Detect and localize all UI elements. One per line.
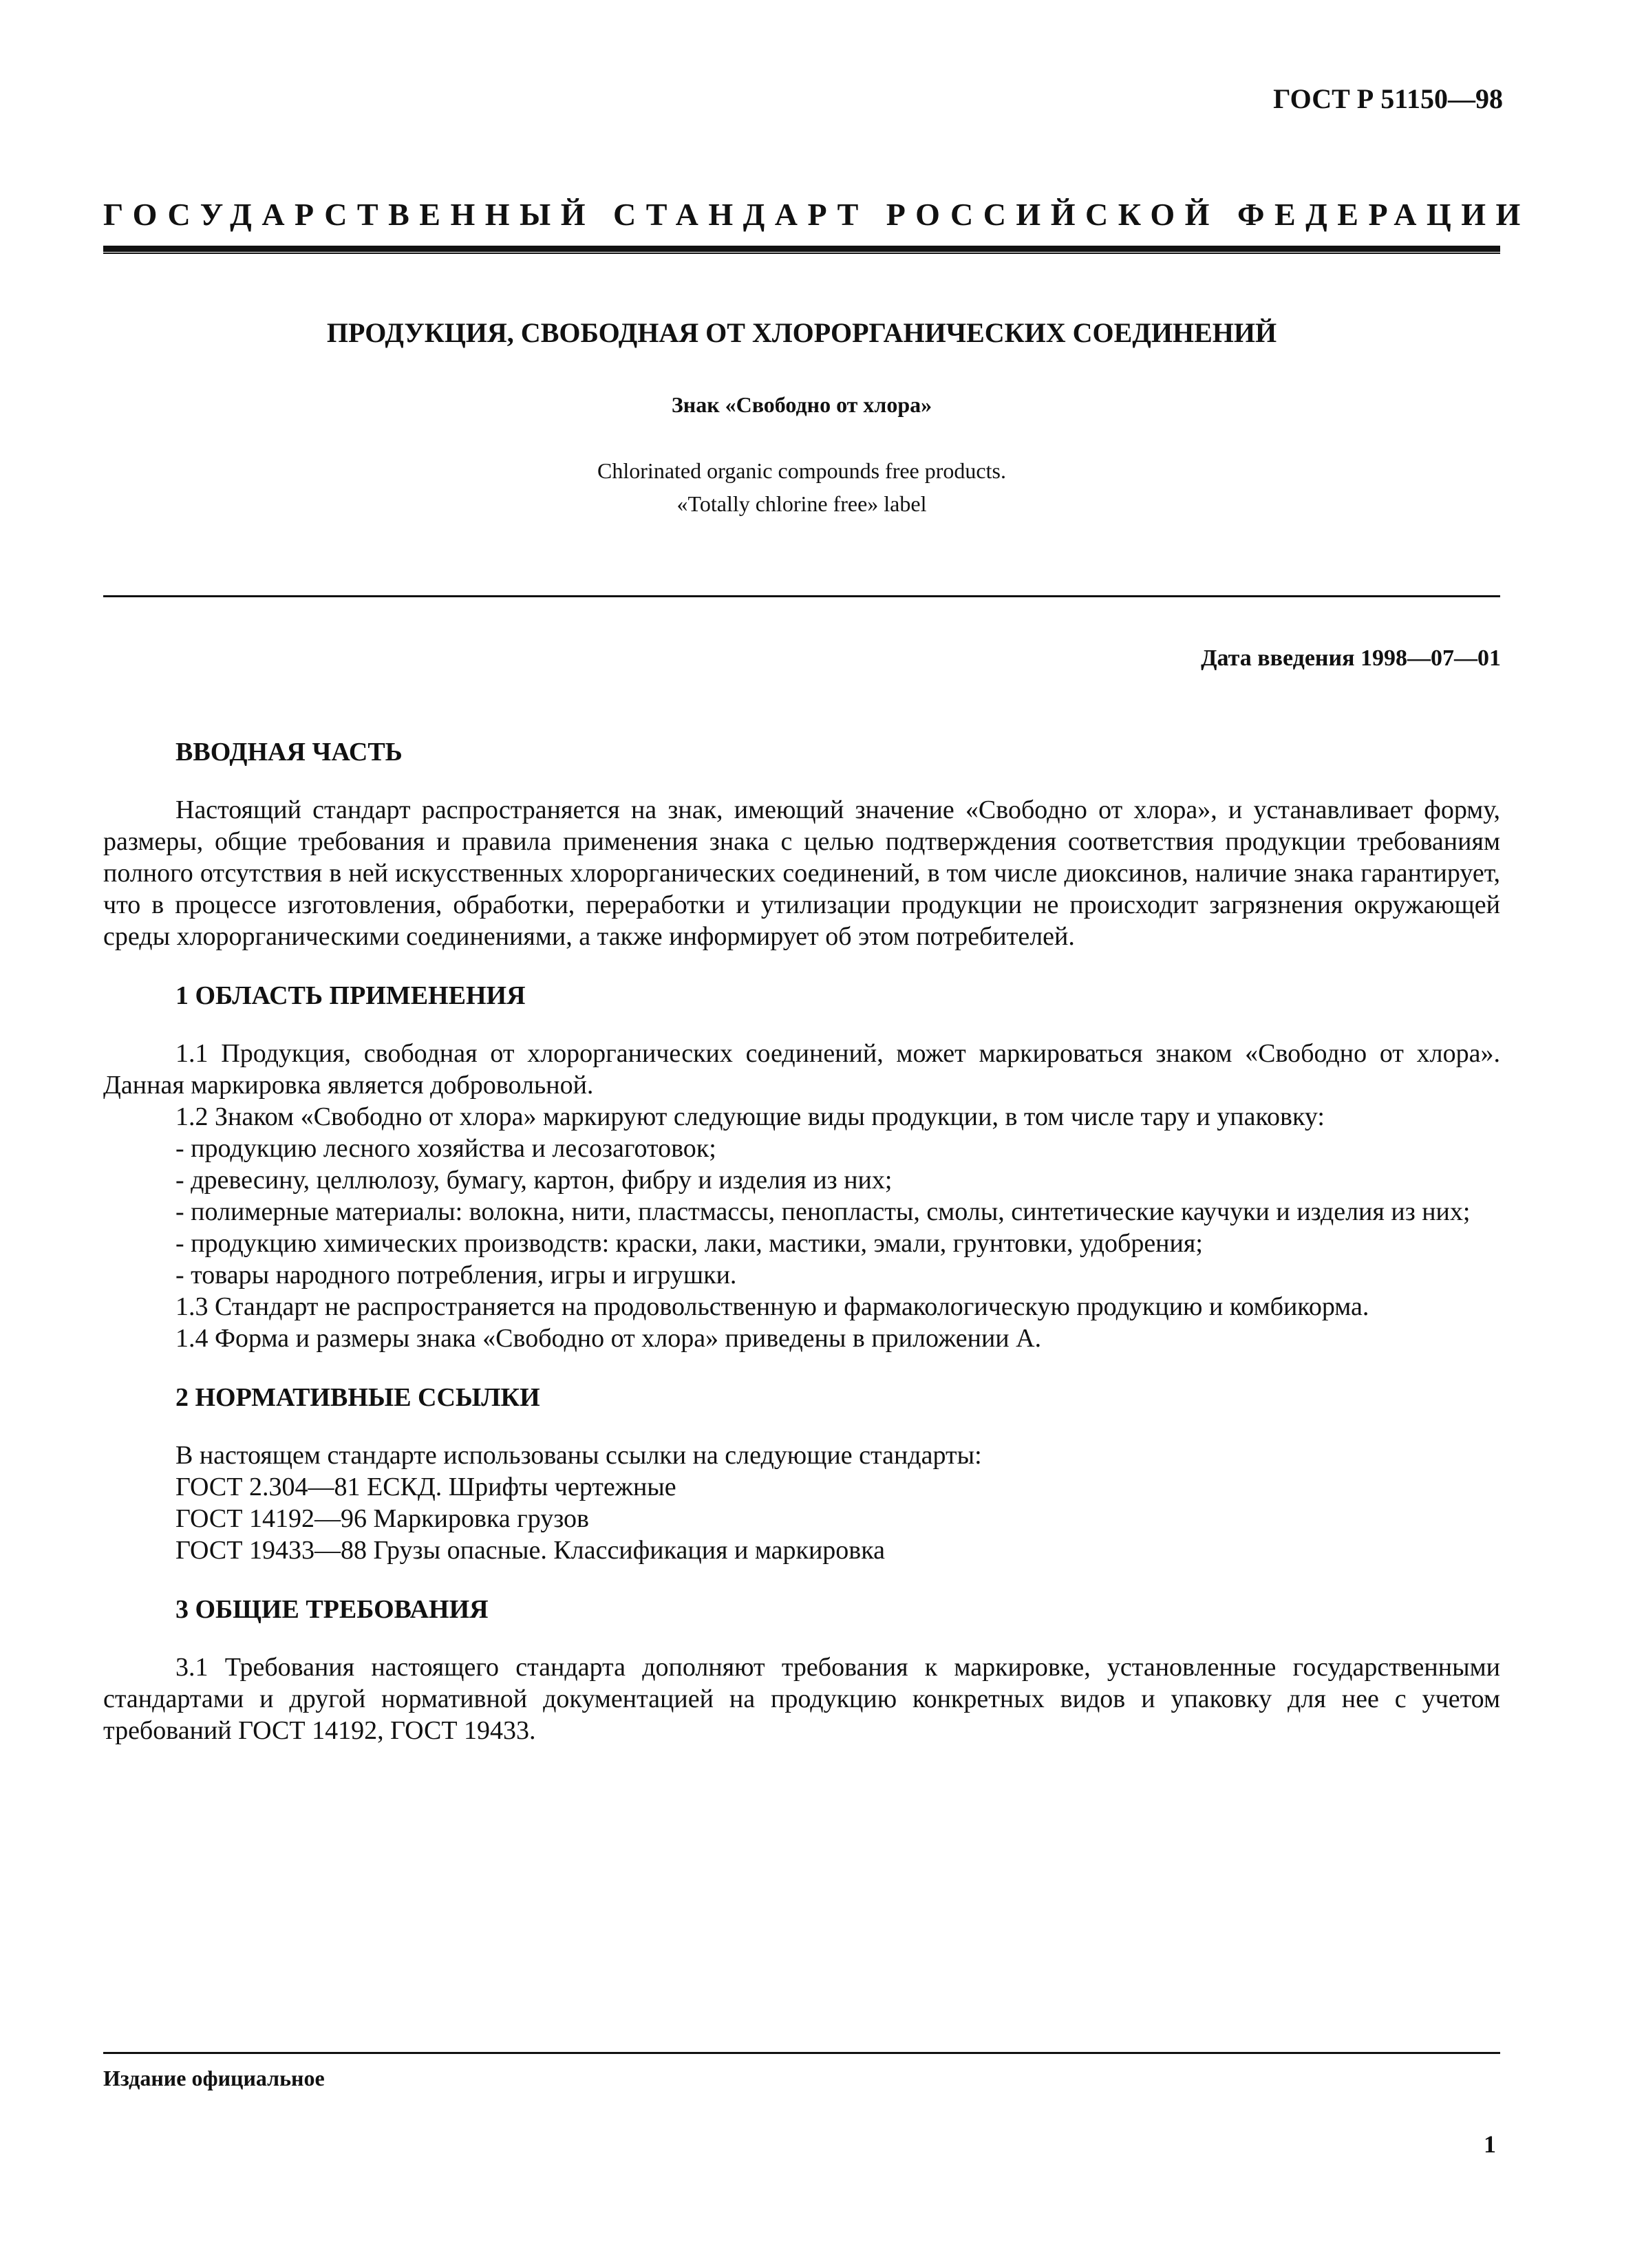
reference-item: ГОСТ 2.304—81 ЕСКД. Шрифты чертежные (175, 1473, 676, 1501)
list-item: - продукцию химических производств: краски, лаки, мастики, эмали, грунтовки, удобрения; (175, 1229, 1203, 1258)
footer-rule (103, 2052, 1500, 2054)
list-item: - полимерные материалы: волокна, нити, пластмассы, пенопласты, смолы, синтетические каучуки и изделия из них; (175, 1197, 1471, 1226)
intro-heading: ВВОДНАЯ ЧАСТЬ (175, 738, 403, 767)
header-rule-thick (103, 246, 1500, 252)
reference-item: ГОСТ 14192—96 Маркировка грузов (175, 1504, 589, 1533)
introduction-date: Дата введения 1998—07—01 (1201, 645, 1501, 671)
edition-label: Издание официальное (103, 2066, 325, 2090)
page-number: 1 (1484, 2130, 1496, 2158)
paragraph-1-4: 1.4 Форма и размеры знака «Свободно от хлора» приведены в приложении А. (175, 1324, 1042, 1353)
reference-item: ГОСТ 19433—88 Грузы опасные. Классификация и маркировка (175, 1536, 885, 1565)
state-standard-title: ГОСУДАРСТВЕННЫЙ СТАНДАРТ РОССИЙСКОЙ ФЕДЕРАЦИИ (103, 197, 1530, 232)
paragraph-3-1: 3.1 Требования настоящего стандарта дополняют требования к маркировке, установленные государственными стандартами и другой нормативной документацией на продукцию конкретных видов и упаковку для нее с учетом требований ГОСТ 14192, ГОСТ 19433. (103, 1653, 1500, 1745)
list-item: - товары народного потребления, игры и игрушки. (175, 1261, 737, 1290)
intro-paragraph: Настоящий стандарт распространяется на знак, имеющий значение «Свободно от хлора», и устанавливает форму, размеры, общие требования и правила применения знака с целью подтверждения соответствия продукции требованиям полного отсутствия в ней искусственных хлорорганических соединений, в том числе диоксинов, наличие знака гарантирует, что в процессе изготовления, обработки, переработки и утилизации продукции не происходит загрязнения окружающей среды хлорорганическими соединениями, а также информирует об этом потребителей. (103, 795, 1500, 951)
document-subtitle: Знак «Свободно от хлора» (671, 392, 932, 417)
intro-section (103, 736, 1500, 952)
document-body (103, 736, 1500, 1774)
section-2-heading: 2 НОРМАТИВНЫЕ ССЫЛКИ (175, 1383, 540, 1412)
title-divider (103, 595, 1500, 597)
document-title: ПРОДУКЦИЯ, СВОБОДНАЯ ОТ ХЛОРОРГАНИЧЕСКИХ СОЕДИНЕНИЙ (326, 317, 1277, 348)
list-item: - древесину, целлюлозу, бумагу, картон, фибру и изделия из них; (175, 1166, 893, 1195)
doc-code: ГОСТ Р 51150—98 (1273, 83, 1503, 114)
section-3-heading: 3 ОБЩИЕ ТРЕБОВАНИЯ (175, 1595, 489, 1624)
list-item: - продукцию лесного хозяйства и лесозаготовок; (175, 1134, 716, 1163)
references-intro: В настоящем стандарте использованы ссылки на следующие стандарты: (175, 1441, 982, 1470)
section-2 (103, 1382, 1500, 1566)
paragraph-1-1: 1.1 Продукция, свободная от хлорорганических соединений, может маркироваться знаком «Свободно от хлора». Данная маркировка является добровольной. (103, 1039, 1500, 1100)
english-title (103, 454, 1500, 520)
english-title-line2: «Totally chlorine free» label (676, 491, 927, 516)
english-title-line1: Chlorinated organic compounds free products. (597, 458, 1006, 483)
header-rule-thin (103, 253, 1500, 254)
section-1-heading: 1 ОБЛАСТЬ ПРИМЕНЕНИЯ (175, 981, 526, 1010)
section-1 (103, 980, 1500, 1354)
section-3 (103, 1594, 1500, 1746)
paragraph-1-2: 1.2 Знаком «Свободно от хлора» маркируют следующие виды продукции, в том числе тару и упаковку: (175, 1102, 1325, 1131)
paragraph-1-3: 1.3 Стандарт не распространяется на продовольственную и фармакологическую продукцию и комбикорма. (175, 1292, 1369, 1321)
